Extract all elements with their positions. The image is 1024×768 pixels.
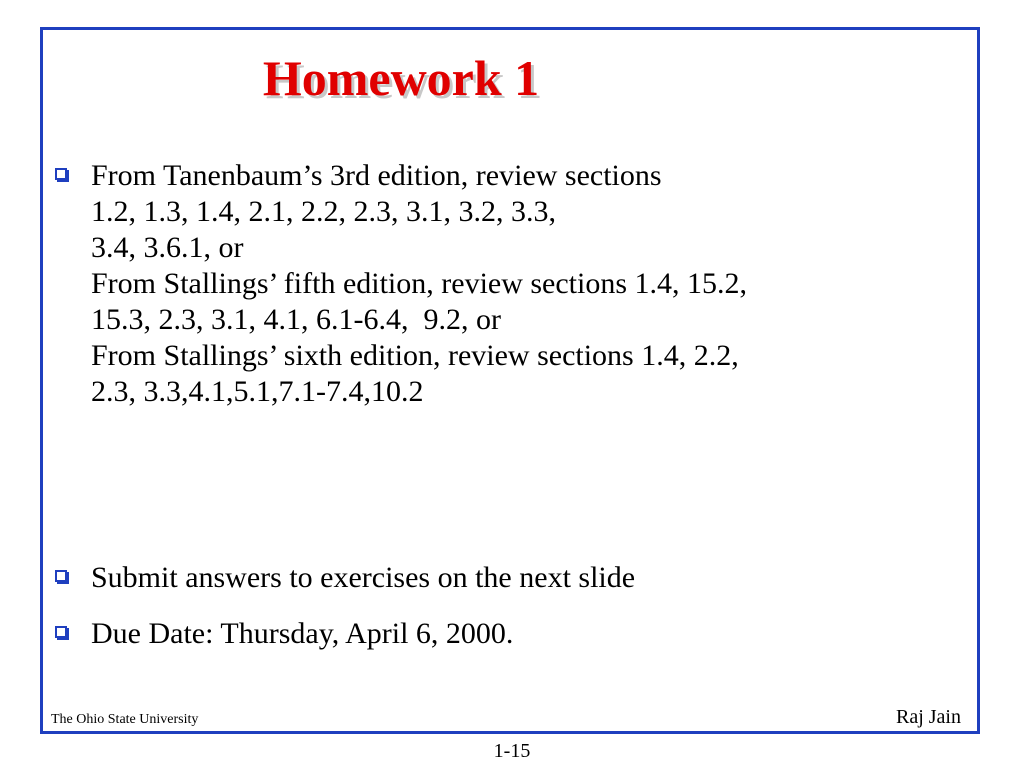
bullet-line: 15.3, 2.3, 3.1, 4.1, 6.1-6.4, 9.2, or (91, 303, 501, 336)
bullet-text (91, 616, 513, 652)
bullet-line: 1.2, 1.3, 1.4, 2.1, 2.2, 2.3, 3.1, 3.2, 3.3, (91, 195, 556, 228)
bullet-item-submit (55, 560, 635, 596)
bullet-line: Due Date: Thursday, April 6, 2000. (91, 617, 514, 650)
bullet-line: From Stallings’ sixth edition, review sections 1.4, 2.2, (91, 339, 739, 372)
bullet-line: From Stallings’ fifth edition, review sections 1.4, 15.2, (91, 267, 748, 300)
footer-institution: The Ohio State University (51, 712, 199, 727)
square-bullet-icon (55, 168, 67, 180)
bullet-item-reading (55, 158, 747, 410)
slide-title: Homework 1 (262, 50, 540, 106)
bullet-line: Submit answers to exercises on the next slide (91, 561, 636, 594)
bullet-text (91, 560, 635, 596)
slide-number: 1-15 (493, 740, 531, 762)
bullet-item-due-date (55, 616, 513, 652)
bullet-line: 2.3, 3.3,4.1,5.1,7.1-7.4,10.2 (91, 375, 424, 408)
footer-author: Raj Jain (896, 706, 961, 728)
bullet-line: 3.4, 3.6.1, or (91, 231, 244, 264)
bullet-line: From Tanenbaum’s 3rd edition, review sections (91, 159, 662, 192)
square-bullet-icon (55, 570, 67, 582)
square-bullet-icon (55, 626, 67, 638)
bullet-text (91, 158, 747, 410)
